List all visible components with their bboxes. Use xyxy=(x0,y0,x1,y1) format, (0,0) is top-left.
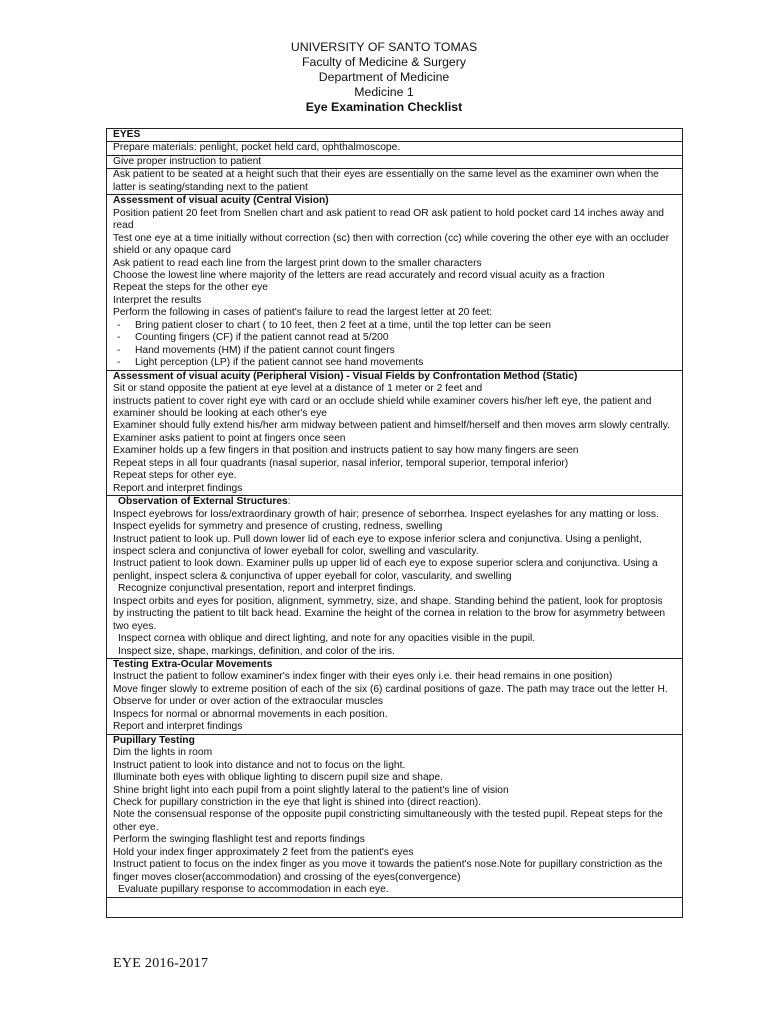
dash-bullet: - xyxy=(117,357,121,369)
checklist-item: Perform the following in cases of patient's failure to read the largest letter at 20 feet: xyxy=(113,307,493,319)
department-name: Department of Medicine xyxy=(318,70,450,84)
checklist-item: Repeat steps for other eye. xyxy=(113,470,237,482)
table-row xyxy=(107,129,683,142)
checklist-item: Illuminate both eyes with oblique lighting to discern pupil size and shape. xyxy=(113,772,443,784)
checklist-item: Inspect eyebrows for loss/extraordinary growth of hair; presence of seborrhea. Inspect eyelashes for any matting or loss. xyxy=(113,508,659,520)
table-row xyxy=(107,169,683,195)
checklist-item: Inspect size, shape, markings, definition, and color of the iris. xyxy=(118,645,395,657)
checklist-item: Note the consensual response of the opposite pupil constricting simultaneously with the tested pupil. Repeat steps for the other eye. xyxy=(113,809,663,833)
table-cell xyxy=(107,155,683,168)
checklist-item: Inspecs for normal or abnormal movements in each position. xyxy=(113,708,388,720)
checklist-item: Test one eye at a time initially without correction (sc) then with correction (cc) while covering the other eye with an occluder shield or any opaque card xyxy=(113,232,670,257)
pupillary-section xyxy=(107,734,683,897)
section-title-line xyxy=(113,496,676,508)
checklist-item: Ask patient to be seated at a height such that their eyes are essentially on the same level as the examiner own when the latter is seating/standing next to the patient xyxy=(113,169,659,193)
checklist-item: Move finger slowly to extreme position of each of the six (6) cardinal positions of gaze. The path may trace out the letter H. xyxy=(113,683,668,695)
external-structures-section xyxy=(107,496,683,659)
table-cell xyxy=(107,129,683,142)
checklist-item: Position patient 20 feet from Snellen chart and ask patient to read OR ask patient to hold pocket card 14 inches away and read xyxy=(113,207,664,232)
checklist-item: Instruct patient to focus on the index finger as you move it towards the patient's nose.Note for pupillary constriction as the finger moves closer(accommodation) and crossing of the eyes(convergence) xyxy=(113,859,663,883)
checklist-item: Report and interpret findings xyxy=(113,482,243,494)
checklist-item: Prepare materials: penlight, pocket held card, ophthalmoscope. xyxy=(113,142,401,154)
sub-item xyxy=(113,332,676,344)
sub-item-text: Hand movements (HM) if the patient cannot count fingers xyxy=(135,344,395,356)
checklist-item: Shine bright light into each pupil from a point slightly lateral to the patient's line of vision xyxy=(113,784,509,796)
checklist-item: Instruct patient to look down. Examiner pulls up upper lid of each eye to expose superior sclera and conjunctiva. Using a penlight, inspect sclera & conjunctiva of upper eyeball for color, vascularity, and swelling xyxy=(113,558,658,582)
checklist-item: Examiner holds up a few fingers in that position and instructs patient to say how many fingers are seen xyxy=(113,445,579,457)
checklist-item: Observe for under or over action of the extraocular muscles xyxy=(113,696,384,708)
dash-bullet: - xyxy=(117,319,121,331)
peripheral-vision-section xyxy=(107,370,683,496)
checklist-item: Interpret the results xyxy=(113,294,202,306)
faculty-name: Faculty of Medicine & Surgery xyxy=(301,55,467,69)
sub-item-text: Counting fingers (CF) if the patient cannot read at 5/200 xyxy=(135,332,389,344)
section-title: Assessment of visual acuity (Peripheral Vision) - Visual Fields by Confrontation Method (Static) xyxy=(113,370,578,382)
checklist-item: Give proper instruction to patient xyxy=(113,155,262,167)
checklist-item: Recognize conjunctival presentation, report and interpret findings. xyxy=(118,583,416,595)
checklist-item: Examiner should fully extend his/her arm midway between patient and himself/herself and then moves arm slowly centrally. xyxy=(113,420,670,432)
section-title-colon: : xyxy=(287,496,291,508)
empty-cell xyxy=(107,897,683,917)
checklist-item: Perform the swinging flashlight test and reports findings xyxy=(113,834,365,846)
table-row xyxy=(107,659,683,735)
dash-bullet: - xyxy=(117,332,121,344)
section-title: Assessment of visual acuity (Central Vision) xyxy=(113,195,329,207)
checklist-item: instructs patient to cover right eye with card or an occlude shield while examiner covers his/her left eye, the patient and examiner should be looking at each other's eye xyxy=(113,395,652,419)
checklist-item: Repeat the steps for the other eye xyxy=(113,282,268,294)
empty-table-row xyxy=(107,897,683,917)
checklist-item: Inspect cornea with oblique and direct lighting, and note for any opacities visible in the pupil. xyxy=(118,633,536,645)
eyes-section-title: EYES xyxy=(113,129,141,140)
extraocular-section xyxy=(107,659,683,735)
checklist-item: Sit or stand opposite the patient at eye level at a distance of 1 meter or 2 feet and xyxy=(113,383,483,395)
checklist-item: Check for pupillary constriction in the eye that light is shined into (direct reaction). xyxy=(113,797,482,809)
checklist-item: Inspect eyelids for symmetry and presence of crusting, redness, swelling xyxy=(113,521,443,533)
document-footer: EYE 2016-2017 xyxy=(113,956,209,971)
table-cell xyxy=(107,169,683,195)
checklist-item: Instruct the patient to follow examiner's index finger with their eyes only i.e. their head remains in one position) xyxy=(113,671,613,683)
sub-item xyxy=(113,345,676,357)
checklist-item: Ask patient to read each line from the largest print down to the smaller characters xyxy=(113,257,482,269)
section-title: Observation of External Structures xyxy=(118,496,288,508)
checklist-table xyxy=(106,128,683,918)
checklist-item: Choose the lowest line where majority of the letters are read accurately and record visual acuity as a fraction xyxy=(113,269,605,281)
checklist-item: Hold your index finger approximately 2 feet from the patient's eyes xyxy=(113,846,414,858)
checklist-item: Dim the lights in room xyxy=(113,747,213,759)
checklist-item: Evaluate pupillary response to accommodation in each eye. xyxy=(118,884,389,896)
table-row xyxy=(107,195,683,370)
central-vision-section xyxy=(107,195,683,370)
checklist-item: Report and interpret findings xyxy=(113,721,243,733)
university-name: UNIVERSITY OF SANTO TOMAS xyxy=(290,40,478,54)
document-header xyxy=(0,40,768,115)
section-title: Pupillary Testing xyxy=(113,734,195,746)
sub-item-text: Bring patient closer to chart ( to 10 feet, then 2 feet at a time, until the top letter can be seen xyxy=(135,319,551,331)
checklist-item: Inspect orbits and eyes for position, alignment, symmetry, size, and shape. Standing behind the patient, look for proptosis by instructing the patient to tilt back head. Examine the height of the cornea in relation to the brow for asymmetry between two eyes. xyxy=(113,595,666,632)
sub-item xyxy=(113,357,676,369)
checklist-item: Instruct patient to look into distance and not to focus on the light. xyxy=(113,759,406,771)
table-row xyxy=(107,734,683,897)
dash-bullet: - xyxy=(117,344,121,356)
table-cell xyxy=(107,142,683,155)
section-title: Testing Extra-Ocular Movements xyxy=(113,659,273,671)
sub-item xyxy=(113,320,676,332)
checklist-item: Examiner asks patient to point at fingers once seen xyxy=(113,432,346,444)
checklist-item: Repeat steps in all four quadrants (nasal superior, nasal inferior, temporal superior, temporal inferior) xyxy=(113,457,569,469)
table-row xyxy=(107,496,683,659)
sub-item-text: Light perception (LP) if the patient cannot see hand movements xyxy=(135,357,424,369)
table-row xyxy=(107,142,683,155)
table-row xyxy=(107,370,683,496)
document-title: Eye Examination Checklist xyxy=(305,100,463,114)
checklist-item: Instruct patient to look up. Pull down lower lid of each eye to expose inferior sclera and conjunctiva. Using a penlight, inspect sclera and conjunctiva of lower eyeball for color, swelling and vascularity. xyxy=(113,533,642,557)
course-name: Medicine 1 xyxy=(354,85,414,99)
table-row xyxy=(107,155,683,168)
